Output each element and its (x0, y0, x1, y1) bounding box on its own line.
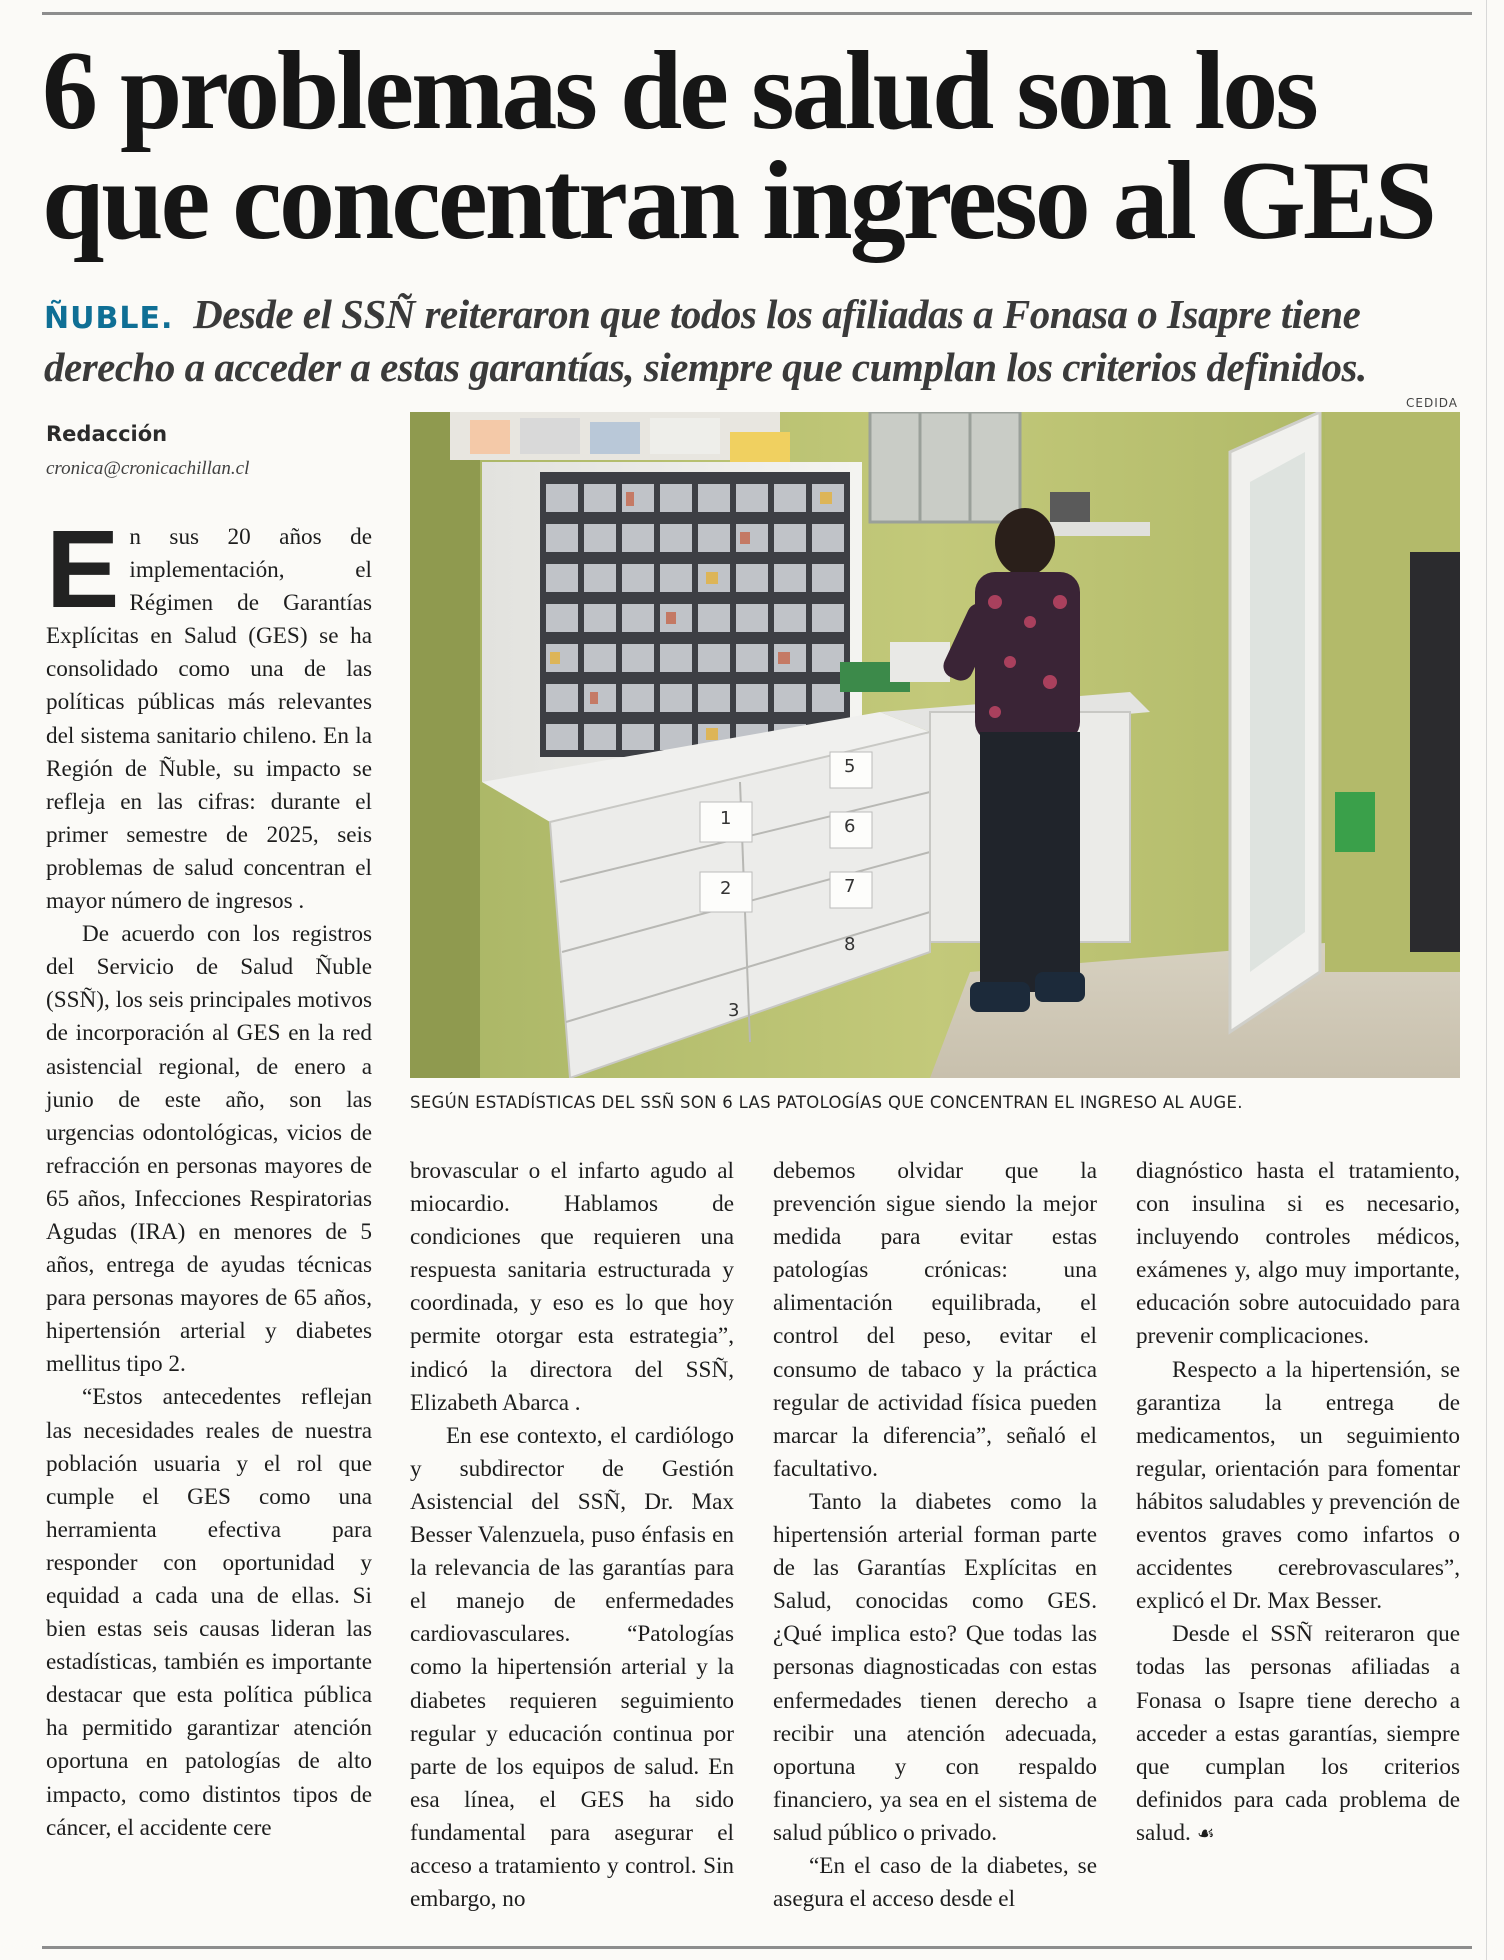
headline-line-2: que concentran ingreso al GES (42, 139, 1434, 263)
drawer-number-1: 1 (720, 808, 732, 829)
adjacent-page-edge (1486, 0, 1504, 1960)
byline (46, 422, 376, 480)
article-column-2 (410, 1155, 734, 1916)
box (590, 422, 640, 454)
paragraph-5: Tanto la diabetes como la hipertensión arterial forman parte de las Garantías Explícitas en Salud, conocidas como GES. ¿Qué implica esto? Que todas las personas diagnosticadas con estas enfermedades tienen derecho a recibir una atención adecuada, oportuna y con respaldo financiero, ya sea en el sistema de salud público o privado. (773, 1488, 1097, 1846)
medicine-bins (540, 472, 850, 757)
article-column-4 (1136, 1155, 1460, 1850)
drawer-number-8: 8 (844, 934, 856, 955)
paragraph-1: En sus 20 años de implementación, el Régimen de Garantías Explícitas en Salud (GES) se ha consolidado como una de las políticas públicas más relevantes del sistema sanitario chileno. En la Región de Ñuble, su impacto se refleja en las cifras: durante el primer semestre de 2025, seis problemas de salud concentran el mayor número de ingresos . (46, 508, 372, 915)
headline-line-1: 6 problemas de salud son los (42, 29, 1316, 153)
photo-credit: CEDIDA (1406, 396, 1458, 410)
supplies (890, 642, 950, 682)
drawer-number-2: 2 (720, 878, 732, 899)
article-column-1 (46, 508, 372, 1845)
top-rule (42, 12, 1472, 15)
box (730, 432, 790, 462)
article-photo (410, 412, 1460, 1078)
door-panel (1250, 452, 1305, 972)
photo-caption: SEGÚN ESTADÍSTICAS DEL SSÑ SON 6 LAS PATOLOGÍAS QUE CONCENTRAN EL INGRESO AL AUGE. (410, 1093, 1243, 1112)
headline (42, 29, 1472, 263)
paragraph-3-start: “Estos antecedentes reflejan las necesidades reales de nuestra población usuaria y el rol que cumple el GES como una herramienta efectiva para responder con oportunidad y equidad a cada una de ellas. Si bien estas seis causas lideran las estadísticas, también es importante destacar que esta política pública ha permitido garantizar atención oportuna en patologías de alto impacto, como distintos tipos de cáncer, el accidente cere (46, 1384, 372, 1841)
person-in-corridor (1410, 552, 1460, 952)
box (470, 420, 510, 454)
region-tag: ÑUBLE. (44, 301, 174, 336)
pharmacy-photo-illustration (410, 412, 1460, 1078)
paragraph-7: Respecto a la hipertensión, se garantiza la entrega de medicamentos, un seguimiento regular, orientación para fomentar hábitos saludables y prevención de eventos graves como infartos o accidentes cerebrovasculares”, explicó el Dr. Max Besser. (1136, 1356, 1460, 1615)
green-bin (1335, 792, 1375, 852)
deck (44, 290, 1474, 391)
byline-author: Redacción (46, 422, 168, 446)
paragraph-4-start: En ese contexto, el cardiólogo y subdirector de Gestión Asistencial del SSÑ, Dr. Max Besser Valenzuela, puso énfasis en la relevancia de las garantías para el manejo de enfermedades cardiovasculares. “Patologías como la hipertensión arterial y la diabetes requieren seguimiento regular y educación continua por parte de los equipos de salud. En esa línea, el GES ha sido fundamental para asegurar el acceso a tratamiento y control. Sin embargo, no (410, 1422, 734, 1913)
box (520, 418, 580, 454)
bottom-rule (42, 1946, 1472, 1949)
paragraph-2: De acuerdo con los registros del Servicio de Salud Ñuble (SSÑ), los seis principales motivos de incorporación al GES en la red asistencial regional, de enero a junio de este año, son las urgencias odontológicas, vicios de refracción en personas mayores de 65 años, Infecciones Respiratorias Agudas (IRA) en menores de 5 años, entrega de ayudas técnicas para personas mayores de 65 años, hipertensión arterial y diabetes mellitus tipo 2. (46, 921, 372, 1378)
paragraph-6-end: diagnóstico hasta el tratamiento, con insulina si es necesario, incluyendo controles médicos, exámenes y, algo muy importante, educación sobre autocuidado para prevenir complicaciones. (1136, 1158, 1460, 1350)
end-mark-icon: ☙ (1196, 1820, 1215, 1845)
byline-email: cronica@cronicachillan.cl (46, 458, 250, 479)
paragraph-3-end: brovascular o el infarto agudo al miocardio. Hablamos de condiciones que requieren una respuesta sanitaria estructurada y coordinada, y eso es lo que hoy permite otorgar esta estrategia”, indicó la directora del SSÑ, Elizabeth Abarca . (410, 1158, 734, 1416)
drawer-number-6: 6 (844, 816, 856, 837)
deck-text: Desde el SSÑ reiteraron que todos los afiliadas a Fonasa o Isapre tiene derecho a acceder a estas garantías, siempre que cumplan los criterios definidos. (44, 291, 1367, 390)
wall-cabinet (870, 412, 1020, 522)
paragraph-4-end: debemos olvidar que la prevención sigue siendo la mejor medida para evitar estas patologías crónicas: una alimentación equilibrada, el control del peso, evitar el consumo de tabaco y la práctica regular de actividad física pueden marcar la diferencia”, señaló el facultativo. (773, 1158, 1097, 1482)
paragraph-8: Desde el SSÑ reiteraron que todas las personas afiliadas a Fonasa o Isapre tiene derecho a acceder a estas garantías, siempre que cumplan los criterios definidos para cada problema de salud. ☙ (1136, 1621, 1460, 1846)
paragraph-6-start: “En el caso de la diabetes, se asegura el acceso desde el (773, 1852, 1097, 1913)
box (650, 418, 720, 454)
drop-cap: E (46, 508, 120, 631)
wall-device (1050, 492, 1090, 522)
drawer-number-3: 3 (728, 1000, 740, 1021)
drawer-number-5: 5 (844, 756, 856, 777)
article-column-3 (773, 1155, 1097, 1916)
drawer-number-7: 7 (844, 876, 856, 897)
left-wall-shadow (410, 412, 480, 1078)
